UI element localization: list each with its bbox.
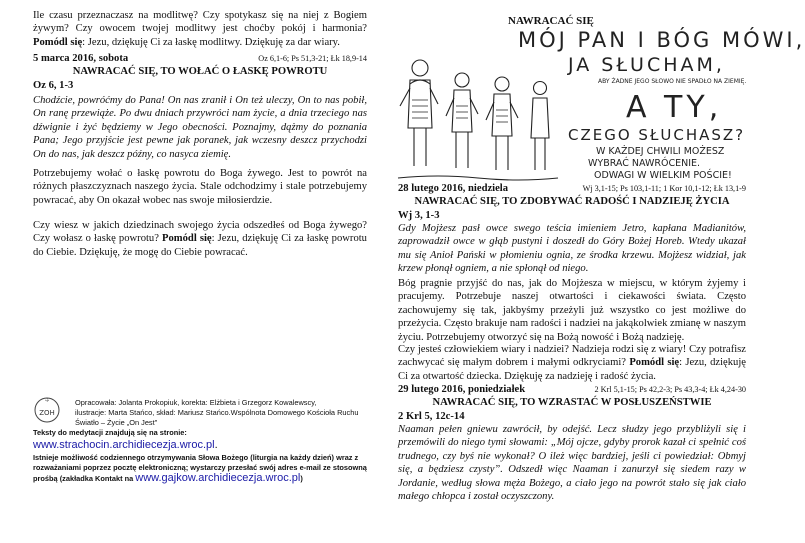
reflection-text: Bóg pragnie przyjść do nas, jak do Mojżesza w miejscu, w którym żyjemy i pracujemy. Potrzebuje naszej otwartości i ciekawości świata. Często zachowujemy się tak, jakbyśmy przeżyli już wszystko co jest możliwe do przeżycia. Często brakuje nam radości i nadziei na jakąkolwiek zmianę w naszym życiu. Potrzebujemy otworzyć się na Bożą nowość i Bożą nadzieję. (398, 278, 746, 343)
question-text: Czy jesteś człowiekiem wiary i nadziei? Nadzieja rodzi się z wiary! Czy potrafisz zachwycać się małym dobrem i małymi odkryciami? Pomódl się: Jezu, dziękuję Ci za otwartość dziecka. Dziękuję za nadzieję i radość życia. (398, 344, 746, 382)
day-refs: Oz 6,1-6; Ps 51,3-21; Łk 18,9-14 (258, 54, 367, 63)
reading-text: Gdy Mojżesz pasł owce swego teścia imieniem Jetro, kapłana Madianitów, zaprowadził owce w głąb pustyni i doszedł do Góry Bożej Horeb. Wtedy ukazał mu się Anioł Pański w płomieniu ognia, ze środka krzewu. Mojżesz widział, jak krzew płonął ogniem, a nie spłonął od niego. (398, 223, 746, 275)
reading-text: Naaman pełen gniewu zawrócił, by odejść. Lecz słudzy jego przybliżyli się i przemówili do niego tymi słowami: „Mój ojcze, gdyby prorok kazał ci spełnić coś trudnego, czy byś nie wykonał? O ileż więc bardziej, jeśli ci powiedział: Obmyj się, a będziesz czysty”. Odszedł więc Naaman i zanurzył się siedem razy w Jordanie, według słowa męża Bożego, a ciało jego na powrót stało się jak ciało małego chłopca i został oczyszczony. (398, 424, 746, 503)
day-header (398, 383, 746, 396)
credits-line: Światło – Życie „On Jest" (75, 418, 158, 427)
credits-line: Opracowała: Jolanta Prokopiuk, korekta: Elżbieta i Grzegorz Kowalewscy, (75, 398, 317, 407)
pray-label: Pomódl się (162, 233, 212, 245)
day-title: NAWRACAĆ SIĘ, TO WZRASTAĆ W POSŁUSZEŃSTWIE (432, 397, 712, 408)
reading-ref: 2 Krl 5, 12c-14 (398, 411, 465, 422)
day-date: 28 lutego 2016, niedziela (398, 183, 509, 194)
svg-text:ZOH: ZOH (39, 409, 55, 417)
svg-text:☩: ☩ (44, 398, 50, 404)
intro-paragraph: Ile czasu przeznaczasz na modlitwę? Czy spotykasz się na niej z Bogiem żywym? Czy owocem twojej modlitwy jest choćby pokój i harmonia? Pomódl się: Jezu, dziękuję Ci za łaskę modlitwy. Dziękuję za dar wiary. (33, 10, 367, 48)
reading-text: Chodźcie, powróćmy do Pana! On nas zranił i On też uleczy, On to nas pobił, On ranę przewiąże. Po dwu dniach przywróci nam życie, a dnia trzeciego nas dźwignie i żyć będziemy w Jego obecności. Poznajmy, dążmy do poznania Pana; Jego przyjście jest pewne jak poranek, jak wczesny deszcz przychodzi On do nas, jak deszcz późny, co nasyca ziemię. (33, 95, 367, 160)
day-refs: Wj 3,1-15; Ps 103,1-11; 1 Kor 10,1-12; Łk 13,1-9 (582, 184, 746, 193)
reading-ref: Oz 6, 1-3 (33, 80, 74, 91)
day-date: 29 lutego 2016, poniedziałek (398, 384, 526, 395)
figures-drawing (398, 60, 558, 180)
pray-label: Pomódl się (629, 357, 680, 369)
pray-label: Pomódl się (33, 36, 83, 48)
drawing-line: A TY, (626, 90, 723, 125)
reading-ref: Wj 3, 1-3 (398, 210, 440, 221)
credits-line: Istnieje możliwość codziennego otrzymywania Słowa Bożego (liturgia na każdy dzień) wraz z (33, 453, 359, 462)
contact-link[interactable]: www.gajkow.archidiecezja.wroc.pl (135, 472, 301, 484)
website-link[interactable]: www.strachocin.archidiecezja.wroc.pl (33, 439, 215, 451)
drawing-line: JA SŁUCHAM, (568, 54, 725, 76)
drawing-line: MÓJ PAN I BÓG MÓWI, (518, 28, 805, 52)
day-date: 5 marca 2016, sobota (33, 53, 129, 64)
credits-line: ilustracje: Marta Stańco, skład: Mariusz Stańco.Wspólnota Domowego Kościoła Ruchu (75, 408, 359, 417)
day-title: NAWRACAĆ SIĘ, TO ZDOBYWAĆ RADOŚĆ I NADZIEJĘ ŻYCIA (414, 196, 730, 207)
drawing-line: ODWAGI W WIELKIM POŚCIE! (594, 170, 732, 181)
drawing-line: W KAŻDEJ CHWILI MOŻESZ (596, 146, 725, 157)
credits-line: rozważaniami poprzez pocztę elektroniczną; wystarczy przesłać swój adres e-mail ze stosowną (33, 463, 367, 472)
drawing-line: WYBRAĆ NAWRÓCENIE. (588, 158, 701, 169)
reflection-text: Potrzebujemy wołać o łaskę powrotu do Boga żywego. Jest to powrót na różnych płaszczyznach naszego życia. Stale odchodzimy i stale potrzebujemy powracać, aby On okazał wobec nas swoje miłosierdzie. (33, 168, 367, 206)
question-text: Czy wiesz w jakich dziedzinach swojego życia odszedłeś od Boga żywego? Czy wołasz o łaskę powrotu? Pomódl się: Jezu, dziękuję Ci za łaskę powrotu do Ciebie. Dziękuję, że mogę do Ciebie powracać. (33, 220, 367, 258)
page-header: NAWRACAĆ SIĘ (508, 15, 594, 27)
illustration (398, 28, 805, 184)
day-title: NAWRACAĆ SIĘ, TO WOŁAĆ O ŁASKĘ POWROTU (72, 66, 328, 77)
day-refs: 2 Krl 5,1-15; Ps 42,2-3; Ps 43,3-4; Łk 4,24-30 (594, 385, 746, 394)
day-header (33, 52, 367, 65)
credits-block: Opracowała: Jolanta Prokopiuk, korekta: Elżbieta i Grzegorz Kowalewscy, ilustracje: Marta Stańco, skład: Mariusz Stańco.Wspólnota Domowego Kościoła Ruchu Światło – Życie „On Jest" Teksty do medytacji znajdują się na stronie: www.strachocin.archidiecezja.wroc.pl. Istnieje możliwość codziennego otrzymywania Słowa Bożego (liturgia na każdy dzień) wraz z rozważaniami poprzez pocztę elektroniczną; wystarczy przesłać swój adres e-mail ze stosowną prośbą (zakładka Kontakt na www.gajkow.archidiecezja.wroc.pl) (33, 398, 373, 484)
drawing-line: CZEGO SŁUCHASZ? (568, 126, 746, 144)
day-header (398, 182, 746, 195)
credits-line: Teksty do medytacji znajdują się na stronie: (33, 428, 187, 437)
drawing-line: ABY ŻADNE JEGO SŁOWO NIE SPADŁO NA ZIEMIĘ. (598, 78, 747, 85)
